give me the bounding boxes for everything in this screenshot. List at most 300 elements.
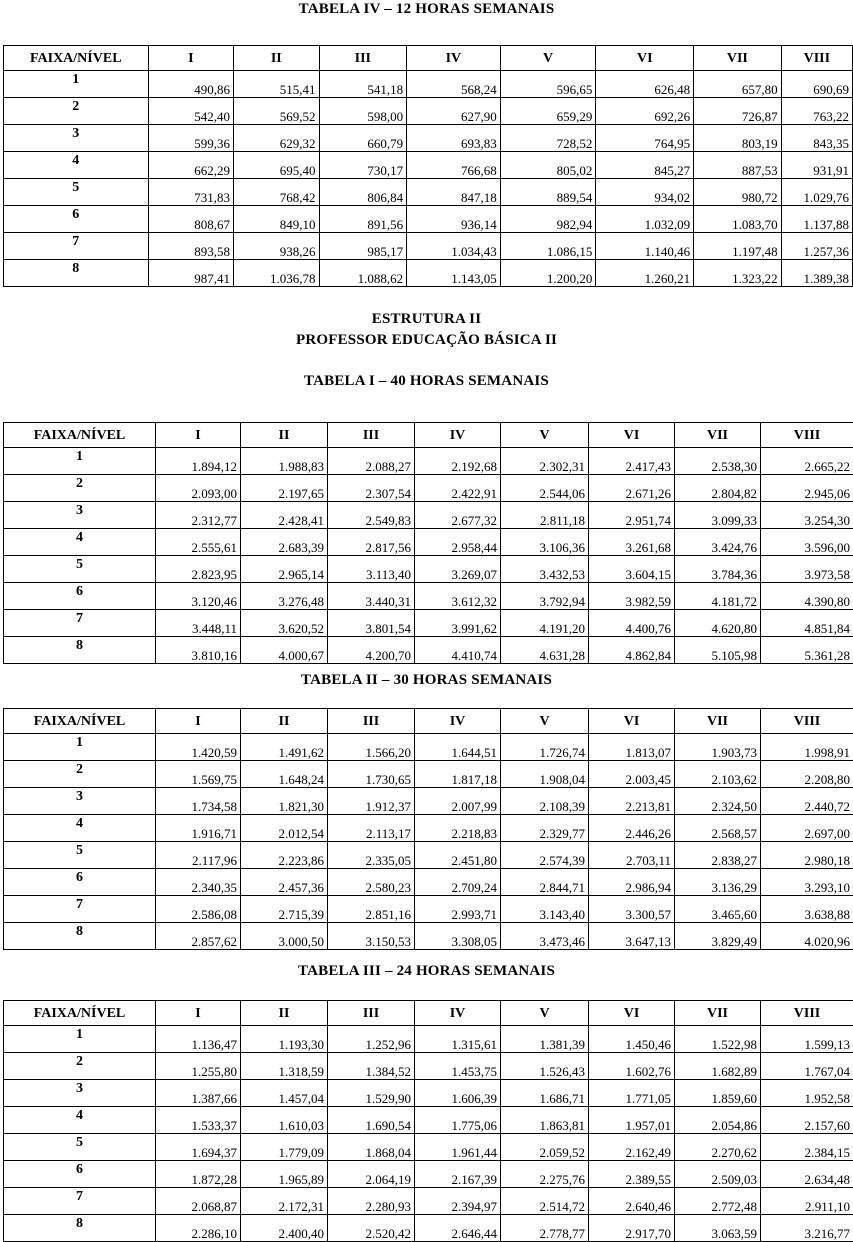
faixa-cell: 4 xyxy=(4,529,156,556)
value-cell: 1.569,75 xyxy=(156,761,241,788)
header-nivel-vii: VII xyxy=(675,423,761,448)
value-cell: 515,41 xyxy=(234,71,320,98)
value-cell: 1.083,70 xyxy=(694,206,782,233)
value-cell: 936,14 xyxy=(407,206,501,233)
value-cell: 3.792,94 xyxy=(501,583,589,610)
value-cell: 2.509,03 xyxy=(675,1161,761,1188)
faixa-cell: 1 xyxy=(4,71,149,98)
value-cell: 626,48 xyxy=(596,71,694,98)
faixa-cell: 4 xyxy=(4,1107,156,1134)
value-cell: 1.036,78 xyxy=(234,260,320,287)
table-row xyxy=(4,179,853,206)
value-cell: 4.200,70 xyxy=(328,637,415,664)
value-cell: 2.951,74 xyxy=(589,502,675,529)
table-row xyxy=(4,1161,853,1188)
value-cell: 3.136,29 xyxy=(675,869,761,896)
faixa-cell: 2 xyxy=(4,761,156,788)
value-cell: 2.440,72 xyxy=(761,788,853,815)
value-cell: 2.389,55 xyxy=(589,1161,675,1188)
tabela-iii-table xyxy=(3,1000,853,1242)
header-nivel-vii: VII xyxy=(694,46,782,71)
value-cell: 1.682,89 xyxy=(675,1053,761,1080)
value-cell: 2.446,26 xyxy=(589,815,675,842)
table-row xyxy=(4,761,853,788)
value-cell: 2.093,00 xyxy=(156,475,241,502)
value-cell: 1.859,60 xyxy=(675,1080,761,1107)
value-cell: 849,10 xyxy=(234,206,320,233)
value-cell: 1.961,44 xyxy=(415,1134,501,1161)
value-cell: 1.088,62 xyxy=(319,260,407,287)
value-cell: 2.312,77 xyxy=(156,502,241,529)
value-cell: 2.549,83 xyxy=(328,502,415,529)
header-nivel-vii: VII xyxy=(675,709,761,734)
faixa-cell: 2 xyxy=(4,475,156,502)
value-cell: 2.804,82 xyxy=(675,475,761,502)
value-cell: 934,02 xyxy=(596,179,694,206)
header-nivel-vii: VII xyxy=(675,1001,761,1026)
value-cell: 3.216,77 xyxy=(761,1215,853,1242)
value-cell: 3.424,76 xyxy=(675,529,761,556)
table-row xyxy=(4,556,853,583)
value-cell: 766,68 xyxy=(407,152,501,179)
value-cell: 3.448,11 xyxy=(156,610,241,637)
value-cell: 731,83 xyxy=(148,179,234,206)
value-cell: 2.324,50 xyxy=(675,788,761,815)
value-cell: 2.394,97 xyxy=(415,1188,501,1215)
header-nivel-vi: VI xyxy=(589,423,675,448)
faixa-cell: 8 xyxy=(4,260,149,287)
value-cell: 893,58 xyxy=(148,233,234,260)
value-cell: 2.213,81 xyxy=(589,788,675,815)
value-cell: 987,41 xyxy=(148,260,234,287)
value-cell: 3.604,15 xyxy=(589,556,675,583)
value-cell: 2.715,39 xyxy=(241,896,328,923)
value-cell: 1.034,43 xyxy=(407,233,501,260)
faixa-cell: 1 xyxy=(4,734,156,761)
value-cell: 5.361,28 xyxy=(761,637,853,664)
value-cell: 1.694,37 xyxy=(156,1134,241,1161)
value-cell: 1.726,74 xyxy=(501,734,589,761)
value-cell: 3.261,68 xyxy=(589,529,675,556)
header-nivel-viii: VIII xyxy=(781,46,852,71)
value-cell: 1.323,22 xyxy=(694,260,782,287)
header-nivel-i: I xyxy=(156,709,241,734)
value-cell: 2.993,71 xyxy=(415,896,501,923)
value-cell: 891,56 xyxy=(319,206,407,233)
header-nivel-iii: III xyxy=(328,1001,415,1026)
value-cell: 982,94 xyxy=(500,206,596,233)
value-cell: 2.640,46 xyxy=(589,1188,675,1215)
faixa-cell: 8 xyxy=(4,1215,156,1242)
value-cell: 1.522,98 xyxy=(675,1026,761,1053)
faixa-cell: 8 xyxy=(4,923,156,950)
table-row xyxy=(4,125,853,152)
value-cell: 1.771,05 xyxy=(589,1080,675,1107)
table-row xyxy=(4,233,853,260)
table-row xyxy=(4,869,853,896)
value-cell: 2.223,86 xyxy=(241,842,328,869)
value-cell: 3.099,33 xyxy=(675,502,761,529)
value-cell: 843,35 xyxy=(781,125,852,152)
value-cell: 2.823,95 xyxy=(156,556,241,583)
tabela-i-table xyxy=(3,422,853,664)
value-cell: 2.113,17 xyxy=(328,815,415,842)
value-cell: 2.197,65 xyxy=(241,475,328,502)
value-cell: 1.381,39 xyxy=(501,1026,589,1053)
faixa-cell: 5 xyxy=(4,556,156,583)
value-cell: 845,27 xyxy=(596,152,694,179)
value-cell: 3.293,10 xyxy=(761,869,853,896)
value-cell: 4.181,72 xyxy=(675,583,761,610)
faixa-cell: 5 xyxy=(4,1134,156,1161)
table-row xyxy=(4,260,853,287)
value-cell: 1.988,83 xyxy=(241,448,328,475)
value-cell: 4.191,20 xyxy=(501,610,589,637)
value-cell: 1.998,91 xyxy=(761,734,853,761)
value-cell: 2.003,45 xyxy=(589,761,675,788)
value-cell: 985,17 xyxy=(319,233,407,260)
value-cell: 541,18 xyxy=(319,71,407,98)
value-cell: 764,95 xyxy=(596,125,694,152)
value-cell: 2.167,39 xyxy=(415,1161,501,1188)
header-nivel-viii: VIII xyxy=(761,709,853,734)
value-cell: 2.307,54 xyxy=(328,475,415,502)
value-cell: 568,24 xyxy=(407,71,501,98)
table-row xyxy=(4,583,853,610)
value-cell: 2.007,99 xyxy=(415,788,501,815)
value-cell: 3.829,49 xyxy=(675,923,761,950)
value-cell: 2.857,62 xyxy=(156,923,241,950)
value-cell: 1.453,75 xyxy=(415,1053,501,1080)
header-nivel-ii: II xyxy=(241,709,328,734)
table-row xyxy=(4,1134,853,1161)
table-row xyxy=(4,529,853,556)
value-cell: 2.665,22 xyxy=(761,448,853,475)
value-cell: 1.817,18 xyxy=(415,761,501,788)
header-faixa-nivel: FAIXA/NÍVEL xyxy=(4,1001,156,1026)
table-row xyxy=(4,206,853,233)
value-cell: 4.631,28 xyxy=(501,637,589,664)
value-cell: 2.270,62 xyxy=(675,1134,761,1161)
value-cell: 1.686,71 xyxy=(501,1080,589,1107)
value-cell: 2.911,10 xyxy=(761,1188,853,1215)
value-cell: 1.140,46 xyxy=(596,233,694,260)
table-row xyxy=(4,1215,853,1242)
faixa-cell: 2 xyxy=(4,98,149,125)
value-cell: 3.801,54 xyxy=(328,610,415,637)
value-cell: 3.254,30 xyxy=(761,502,853,529)
value-cell: 1.767,04 xyxy=(761,1053,853,1080)
faixa-cell: 6 xyxy=(4,869,156,896)
header-nivel-iii: III xyxy=(319,46,407,71)
value-cell: 1.457,04 xyxy=(241,1080,328,1107)
value-cell: 1.086,15 xyxy=(500,233,596,260)
faixa-cell: 4 xyxy=(4,815,156,842)
table-row xyxy=(4,1188,853,1215)
value-cell: 2.117,96 xyxy=(156,842,241,869)
value-cell: 1.420,59 xyxy=(156,734,241,761)
value-cell: 2.958,44 xyxy=(415,529,501,556)
value-cell: 4.400,76 xyxy=(589,610,675,637)
value-cell: 1.730,65 xyxy=(328,761,415,788)
value-cell: 728,52 xyxy=(500,125,596,152)
value-cell: 763,22 xyxy=(781,98,852,125)
value-cell: 1.318,59 xyxy=(241,1053,328,1080)
value-cell: 3.620,52 xyxy=(241,610,328,637)
faixa-cell: 6 xyxy=(4,583,156,610)
header-nivel-viii: VIII xyxy=(761,1001,853,1026)
faixa-cell: 7 xyxy=(4,233,149,260)
value-cell: 2.671,26 xyxy=(589,475,675,502)
value-cell: 1.775,06 xyxy=(415,1107,501,1134)
value-cell: 1.648,24 xyxy=(241,761,328,788)
value-cell: 4.020,96 xyxy=(761,923,853,950)
value-cell: 1.533,37 xyxy=(156,1107,241,1134)
value-cell: 1.868,04 xyxy=(328,1134,415,1161)
value-cell: 3.143,40 xyxy=(501,896,589,923)
value-cell: 596,65 xyxy=(500,71,596,98)
header-faixa-nivel: FAIXA/NÍVEL xyxy=(4,709,156,734)
value-cell: 2.520,42 xyxy=(328,1215,415,1242)
value-cell: 2.677,32 xyxy=(415,502,501,529)
header-nivel-i: I xyxy=(156,423,241,448)
header-nivel-ii: II xyxy=(241,423,328,448)
value-cell: 730,17 xyxy=(319,152,407,179)
faixa-cell: 3 xyxy=(4,125,149,152)
value-cell: 2.851,16 xyxy=(328,896,415,923)
value-cell: 2.335,05 xyxy=(328,842,415,869)
value-cell: 2.068,87 xyxy=(156,1188,241,1215)
value-cell: 1.599,13 xyxy=(761,1026,853,1053)
value-cell: 3.300,57 xyxy=(589,896,675,923)
value-cell: 2.778,77 xyxy=(501,1215,589,1242)
table-row xyxy=(4,610,853,637)
value-cell: 2.683,39 xyxy=(241,529,328,556)
value-cell: 1.136,47 xyxy=(156,1026,241,1053)
value-cell: 2.772,48 xyxy=(675,1188,761,1215)
value-cell: 599,36 xyxy=(148,125,234,152)
value-cell: 1.200,20 xyxy=(500,260,596,287)
value-cell: 980,72 xyxy=(694,179,782,206)
value-cell: 1.529,90 xyxy=(328,1080,415,1107)
value-cell: 4.851,84 xyxy=(761,610,853,637)
table-header-row xyxy=(4,423,853,448)
table-row xyxy=(4,448,853,475)
value-cell: 2.568,57 xyxy=(675,815,761,842)
value-cell: 1.644,51 xyxy=(415,734,501,761)
table-row xyxy=(4,152,853,179)
faixa-cell: 3 xyxy=(4,788,156,815)
faixa-cell: 6 xyxy=(4,1161,156,1188)
value-cell: 2.422,91 xyxy=(415,475,501,502)
value-cell: 1.389,38 xyxy=(781,260,852,287)
table-row xyxy=(4,475,853,502)
header-nivel-vi: VI xyxy=(589,1001,675,1026)
value-cell: 3.106,36 xyxy=(501,529,589,556)
value-cell: 1.032,09 xyxy=(596,206,694,233)
faixa-cell: 1 xyxy=(4,448,156,475)
value-cell: 542,40 xyxy=(148,98,234,125)
value-cell: 768,42 xyxy=(234,179,320,206)
value-cell: 2.172,31 xyxy=(241,1188,328,1215)
faixa-cell: 6 xyxy=(4,206,149,233)
header-nivel-ii: II xyxy=(241,1001,328,1026)
table-header-row xyxy=(4,1001,853,1026)
value-cell: 1.260,21 xyxy=(596,260,694,287)
value-cell: 1.255,80 xyxy=(156,1053,241,1080)
table-row xyxy=(4,815,853,842)
header-nivel-iv: IV xyxy=(415,423,501,448)
table-row xyxy=(4,842,853,869)
value-cell: 1.894,12 xyxy=(156,448,241,475)
value-cell: 2.192,68 xyxy=(415,448,501,475)
value-cell: 3.276,48 xyxy=(241,583,328,610)
value-cell: 3.113,40 xyxy=(328,556,415,583)
faixa-cell: 4 xyxy=(4,152,149,179)
value-cell: 1.957,01 xyxy=(589,1107,675,1134)
value-cell: 3.638,88 xyxy=(761,896,853,923)
tabela-ii-table xyxy=(3,708,853,950)
faixa-cell: 7 xyxy=(4,1188,156,1215)
header-nivel-v: V xyxy=(501,709,589,734)
value-cell: 3.810,16 xyxy=(156,637,241,664)
value-cell: 692,26 xyxy=(596,98,694,125)
value-cell: 4.390,80 xyxy=(761,583,853,610)
value-cell: 662,29 xyxy=(148,152,234,179)
value-cell: 3.120,46 xyxy=(156,583,241,610)
value-cell: 1.734,58 xyxy=(156,788,241,815)
table-row xyxy=(4,1080,853,1107)
value-cell: 808,67 xyxy=(148,206,234,233)
value-cell: 4.620,80 xyxy=(675,610,761,637)
value-cell: 2.917,70 xyxy=(589,1215,675,1242)
value-cell: 1.143,05 xyxy=(407,260,501,287)
table-row xyxy=(4,1107,853,1134)
value-cell: 569,52 xyxy=(234,98,320,125)
value-cell: 2.157,60 xyxy=(761,1107,853,1134)
table-header-row xyxy=(4,46,853,71)
table-row xyxy=(4,896,853,923)
value-cell: 2.088,27 xyxy=(328,448,415,475)
value-cell: 2.280,93 xyxy=(328,1188,415,1215)
value-cell: 659,29 xyxy=(500,98,596,125)
value-cell: 3.612,32 xyxy=(415,583,501,610)
value-cell: 2.580,23 xyxy=(328,869,415,896)
value-cell: 4.410,74 xyxy=(415,637,501,664)
value-cell: 2.012,54 xyxy=(241,815,328,842)
header-nivel-iii: III xyxy=(328,423,415,448)
value-cell: 695,40 xyxy=(234,152,320,179)
value-cell: 3.150,53 xyxy=(328,923,415,950)
value-cell: 1.813,07 xyxy=(589,734,675,761)
value-cell: 598,00 xyxy=(319,98,407,125)
tabela-ii-title: TABELA II – 30 HORAS SEMANAIS xyxy=(0,671,853,689)
value-cell: 1.252,96 xyxy=(328,1026,415,1053)
value-cell: 1.193,30 xyxy=(241,1026,328,1053)
value-cell: 3.647,13 xyxy=(589,923,675,950)
value-cell: 1.821,30 xyxy=(241,788,328,815)
value-cell: 2.945,06 xyxy=(761,475,853,502)
value-cell: 1.690,54 xyxy=(328,1107,415,1134)
value-cell: 1.566,20 xyxy=(328,734,415,761)
value-cell: 2.302,31 xyxy=(501,448,589,475)
value-cell: 2.709,24 xyxy=(415,869,501,896)
value-cell: 2.634,48 xyxy=(761,1161,853,1188)
table-row xyxy=(4,923,853,950)
value-cell: 2.064,19 xyxy=(328,1161,415,1188)
value-cell: 2.428,41 xyxy=(241,502,328,529)
header-faixa-nivel: FAIXA/NÍVEL xyxy=(4,46,149,71)
table-row xyxy=(4,734,853,761)
faixa-cell: 7 xyxy=(4,610,156,637)
value-cell: 1.197,48 xyxy=(694,233,782,260)
value-cell: 2.844,71 xyxy=(501,869,589,896)
value-cell: 1.602,76 xyxy=(589,1053,675,1080)
value-cell: 2.586,08 xyxy=(156,896,241,923)
header-nivel-v: V xyxy=(501,1001,589,1026)
value-cell: 1.916,71 xyxy=(156,815,241,842)
header-nivel-v: V xyxy=(500,46,596,71)
tabela-iii-title: TABELA III – 24 HORAS SEMANAIS xyxy=(0,962,853,980)
faixa-cell: 8 xyxy=(4,637,156,664)
value-cell: 3.465,60 xyxy=(675,896,761,923)
table-header-row xyxy=(4,709,853,734)
value-cell: 2.286,10 xyxy=(156,1215,241,1242)
value-cell: 1.491,62 xyxy=(241,734,328,761)
value-cell: 2.703,11 xyxy=(589,842,675,869)
header-nivel-iv: IV xyxy=(415,1001,501,1026)
value-cell: 660,79 xyxy=(319,125,407,152)
value-cell: 1.315,61 xyxy=(415,1026,501,1053)
value-cell: 2.103,62 xyxy=(675,761,761,788)
value-cell: 2.384,15 xyxy=(761,1134,853,1161)
value-cell: 1.257,36 xyxy=(781,233,852,260)
value-cell: 2.400,40 xyxy=(241,1215,328,1242)
value-cell: 806,84 xyxy=(319,179,407,206)
faixa-cell: 5 xyxy=(4,842,156,869)
header-nivel-i: I xyxy=(156,1001,241,1026)
value-cell: 1.908,04 xyxy=(501,761,589,788)
value-cell: 629,32 xyxy=(234,125,320,152)
value-cell: 3.063,59 xyxy=(675,1215,761,1242)
value-cell: 2.108,39 xyxy=(501,788,589,815)
value-cell: 1.912,37 xyxy=(328,788,415,815)
faixa-cell: 3 xyxy=(4,1080,156,1107)
table-row xyxy=(4,1053,853,1080)
value-cell: 1.779,09 xyxy=(241,1134,328,1161)
faixa-cell: 5 xyxy=(4,179,149,206)
value-cell: 2.538,30 xyxy=(675,448,761,475)
header-nivel-ii: II xyxy=(234,46,320,71)
value-cell: 4.000,67 xyxy=(241,637,328,664)
tabela-iv-title: TABELA IV – 12 HORAS SEMANAIS xyxy=(0,0,853,18)
value-cell: 1.965,89 xyxy=(241,1161,328,1188)
header-nivel-iv: IV xyxy=(415,709,501,734)
table-row xyxy=(4,788,853,815)
value-cell: 1.137,88 xyxy=(781,206,852,233)
value-cell: 1.952,58 xyxy=(761,1080,853,1107)
header-nivel-vi: VI xyxy=(589,709,675,734)
value-cell: 2.162,49 xyxy=(589,1134,675,1161)
value-cell: 2.574,39 xyxy=(501,842,589,869)
value-cell: 2.054,86 xyxy=(675,1107,761,1134)
value-cell: 4.862,84 xyxy=(589,637,675,664)
value-cell: 1.863,81 xyxy=(501,1107,589,1134)
value-cell: 2.208,80 xyxy=(761,761,853,788)
table-row xyxy=(4,71,853,98)
value-cell: 805,02 xyxy=(500,152,596,179)
faixa-cell: 7 xyxy=(4,896,156,923)
